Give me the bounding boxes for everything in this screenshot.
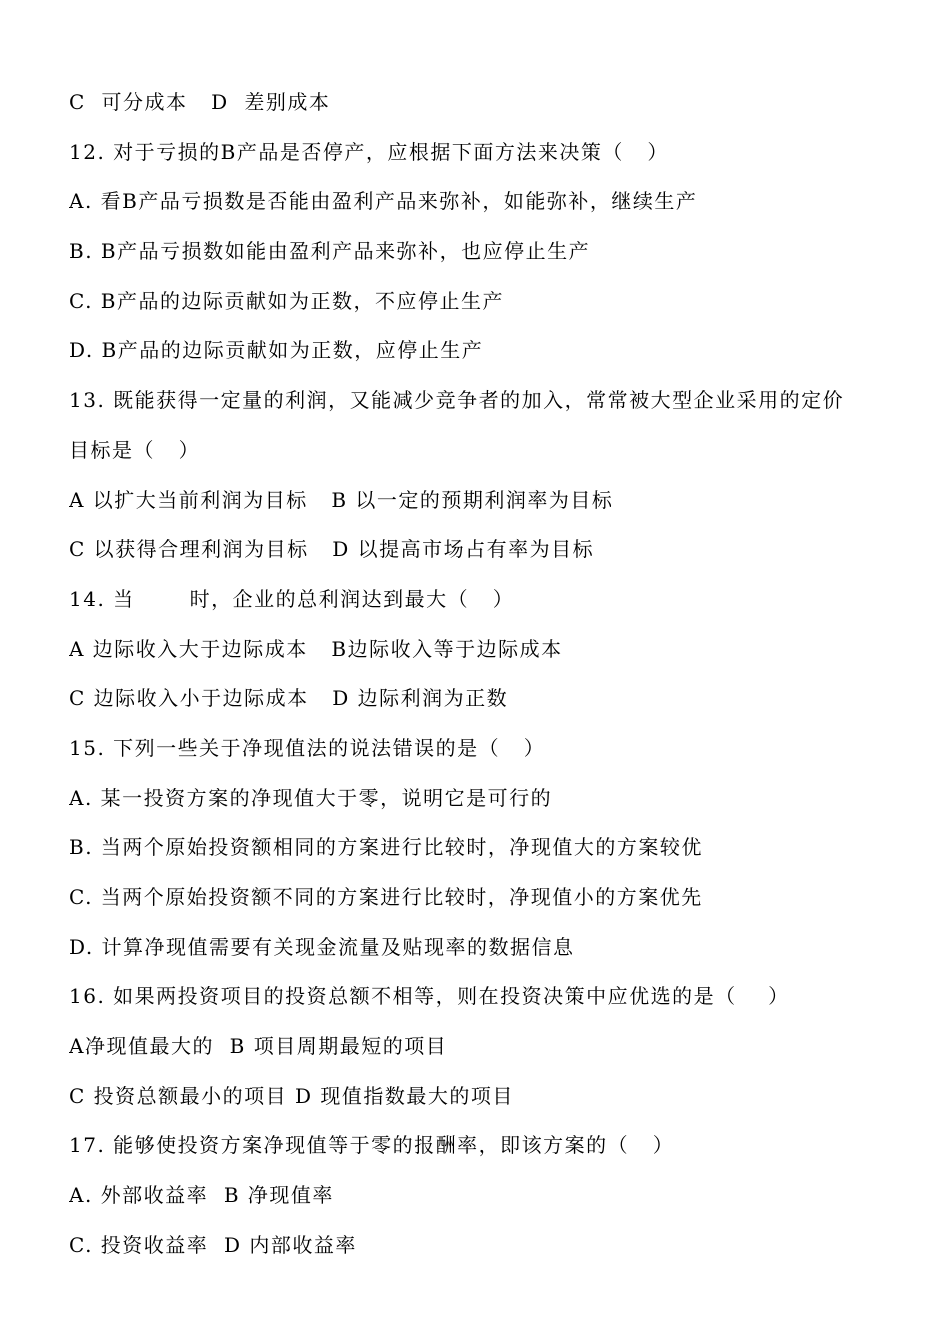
question-16-options-ab: A净现值最大的 B 项目周期最短的项目: [69, 1034, 448, 1059]
question-12-option-a: A. 看B产品亏损数是否能由盈利产品来弥补，如能弥补，继续生产: [69, 189, 698, 214]
question-17-stem: 17. 能够使投资方案净现值等于零的报酬率，即该方案的（ ）: [69, 1133, 675, 1158]
question-12-option-d: D. B产品的边际贡献如为正数，应停止生产: [69, 338, 484, 363]
question-15-stem: 15. 下列一些关于净现值法的说法错误的是（ ）: [69, 735, 546, 760]
question-13-options-ab: A 以扩大当前利润为目标 B 以一定的预期利润率为目标: [69, 487, 614, 512]
question-text-block: [69, 82, 899, 1275]
question-15-option-c: C. 当两个原始投资额不同的方案进行比较时，净现值小的方案优先: [69, 885, 703, 909]
question-15-option-a: A. 某一投资方案的净现值大于零，说明它是可行的: [69, 785, 553, 810]
question-15-option-b: B. 当两个原始投资额相同的方案进行比较时，净现值大的方案较优: [69, 835, 703, 860]
question-16-options-cd: C 投资总额最小的项目 D 现值指数最大的项目: [69, 1083, 514, 1108]
question-14-stem: 14. 当 时，企业的总利润达到最大（ ）: [69, 586, 515, 611]
question-17-options-ab: A. 外部收益率 B 净现值率: [69, 1183, 334, 1208]
question-14-options-ab: A 边际收入大于边际成本 B边际收入等于边际成本: [69, 636, 563, 661]
question-16-stem: 16. 如果两投资项目的投资总额不相等，则在投资决策中应优选的是（ ）: [69, 984, 790, 1009]
text-line: C 可分成本 D 差别成本: [69, 90, 331, 114]
question-13-stem: 13. 既能获得一定量的利润，又能减少竞争者的加入，常常被大型企业采用的定价: [69, 388, 845, 413]
question-12-stem: 12. 对于亏损的B产品是否停产，应根据下面方法来决策（ ）: [69, 139, 669, 164]
question-12-option-b: B. B产品亏损数如能由盈利产品来弥补，也应停止生产: [69, 239, 591, 264]
question-13-stem-cont: 目标是（ ）: [69, 437, 201, 462]
question-13-options-cd: C 以获得合理利润为目标 D 以提高市场占有率为目标: [69, 537, 595, 562]
question-17-options-cd: C. 投资收益率 D 内部收益率: [69, 1232, 357, 1257]
question-12-option-c: C. B产品的边际贡献如为正数，不应停止生产: [69, 288, 505, 313]
question-14-options-cd: C 边际收入小于边际成本 D 边际利润为正数: [69, 686, 509, 711]
question-15-option-d: D. 计算净现值需要有关现金流量及贴现率的数据信息: [69, 934, 575, 959]
